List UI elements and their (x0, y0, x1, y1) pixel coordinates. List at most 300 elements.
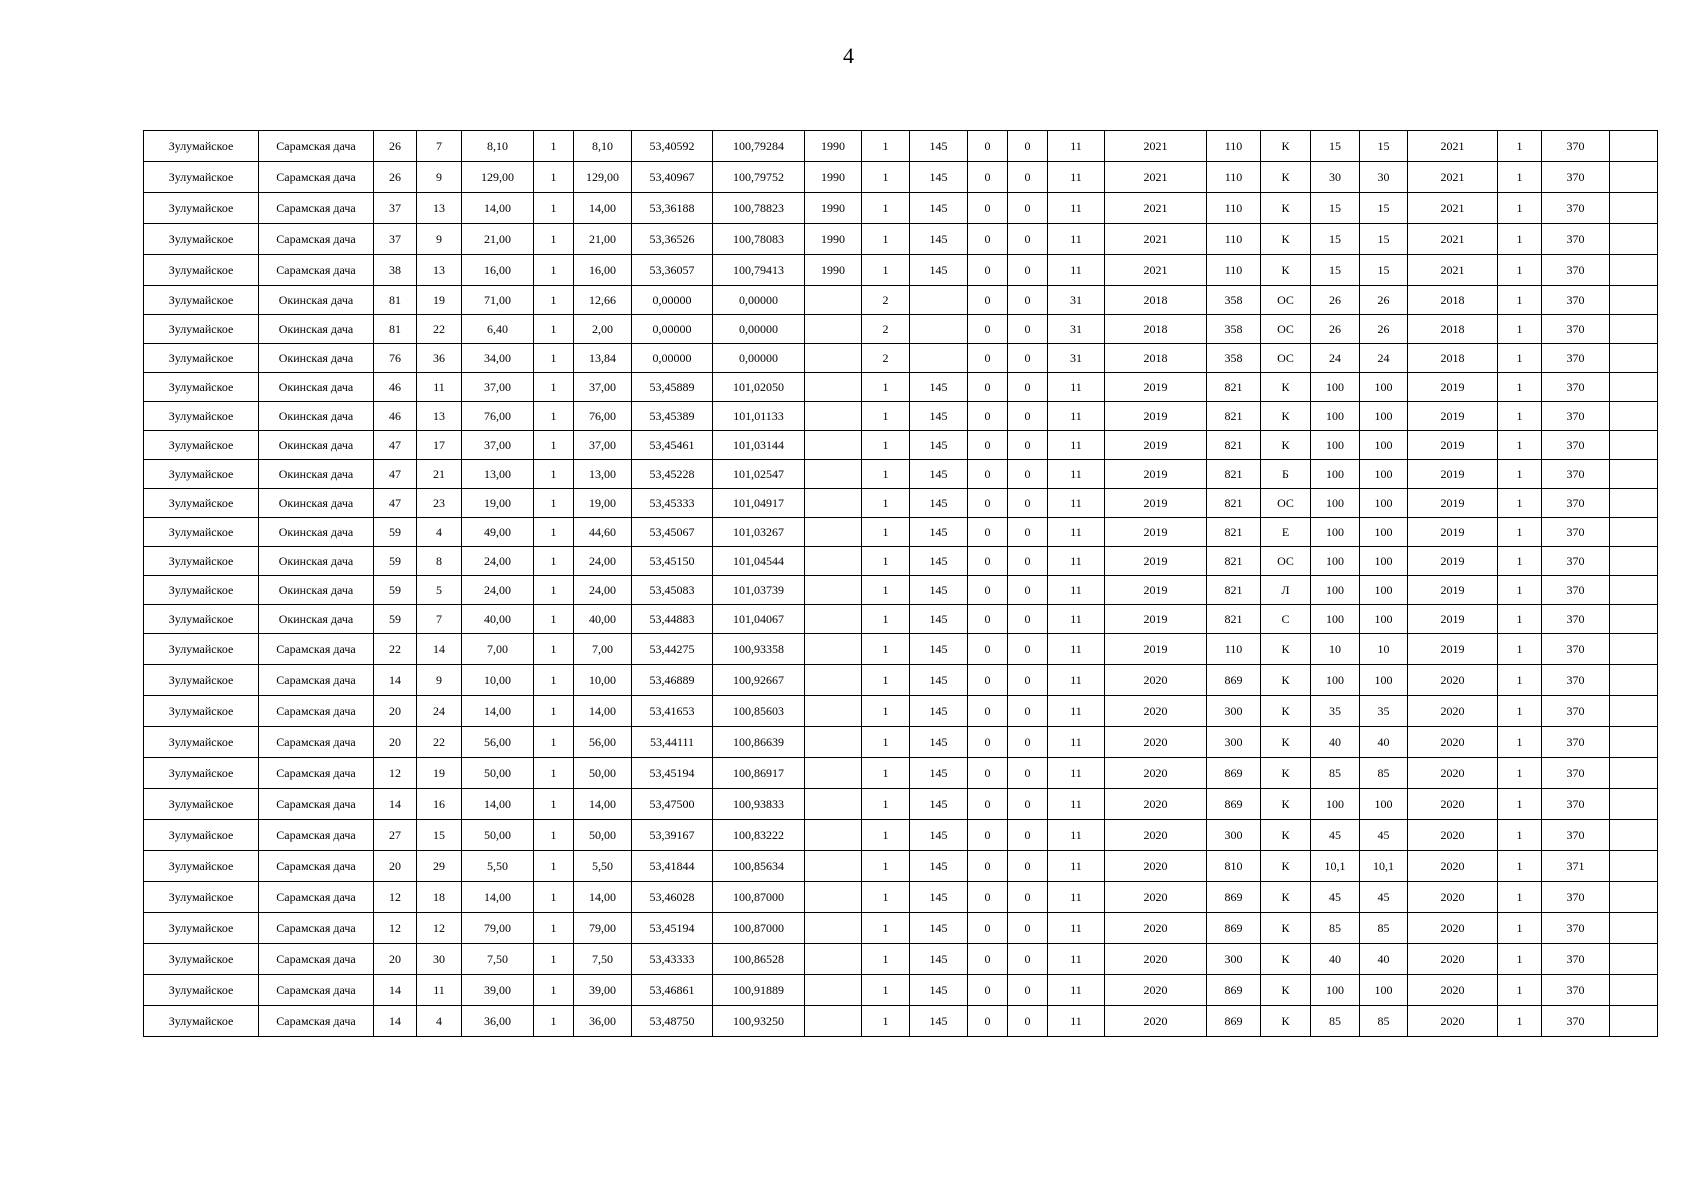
col-year (805, 1006, 862, 1037)
col-quarter: 38 (374, 255, 417, 286)
col-latitude: 53,40592 (632, 131, 713, 162)
col-count: 1 (534, 162, 574, 193)
col-zero-b: 0 (1008, 224, 1048, 255)
col-longitude: 100,78083 (713, 224, 805, 255)
col-year (805, 315, 862, 344)
col-zero-a: 0 (968, 489, 1008, 518)
col-number: 869 (1207, 975, 1261, 1006)
col-code: 145 (910, 460, 968, 489)
col-zero-a: 0 (968, 402, 1008, 431)
col-empty (1610, 162, 1658, 193)
col-empty (1610, 605, 1658, 634)
col-category: 11 (1048, 460, 1105, 489)
col-quarter: 81 (374, 286, 417, 315)
col-number: 358 (1207, 315, 1261, 344)
col-count: 1 (534, 402, 574, 431)
col-area: 39,00 (462, 975, 534, 1006)
col-year-2: 2021 (1105, 131, 1207, 162)
col-number: 810 (1207, 851, 1261, 882)
col-category: 11 (1048, 547, 1105, 576)
col-count: 1 (534, 518, 574, 547)
col-dacha: Окинская дача (259, 431, 374, 460)
col-area: 6,40 (462, 315, 534, 344)
col-zero-a: 0 (968, 315, 1008, 344)
col-district: Зулумайское (144, 373, 259, 402)
col-year-2: 2020 (1105, 975, 1207, 1006)
col-zero-b: 0 (1008, 162, 1048, 193)
col-type: 1 (862, 944, 910, 975)
col-year (805, 882, 862, 913)
table-row (144, 882, 1658, 913)
col-district: Зулумайское (144, 315, 259, 344)
col-flag: 1 (1498, 789, 1542, 820)
col-code: 145 (910, 193, 968, 224)
col-zero-a: 0 (968, 576, 1008, 605)
col-area: 129,00 (462, 162, 534, 193)
col-empty (1610, 665, 1658, 696)
col-value-b: 26 (1360, 286, 1408, 315)
col-type: 1 (862, 727, 910, 758)
col-type: 2 (862, 344, 910, 373)
col-value-b: 100 (1360, 576, 1408, 605)
col-number: 300 (1207, 727, 1261, 758)
col-value-a: 15 (1311, 131, 1360, 162)
col-code-2: 370 (1542, 1006, 1610, 1037)
col-species: К (1261, 944, 1311, 975)
col-category: 11 (1048, 882, 1105, 913)
col-dacha: Сарамская дача (259, 224, 374, 255)
col-type: 1 (862, 913, 910, 944)
col-quarter: 46 (374, 402, 417, 431)
col-latitude: 0,00000 (632, 315, 713, 344)
col-area-used: 19,00 (574, 489, 632, 518)
col-longitude: 100,83222 (713, 820, 805, 851)
col-zero-b: 0 (1008, 576, 1048, 605)
col-flag: 1 (1498, 851, 1542, 882)
table-row (144, 665, 1658, 696)
col-zero-a: 0 (968, 789, 1008, 820)
col-zero-a: 0 (968, 344, 1008, 373)
col-area-used: 8,10 (574, 131, 632, 162)
col-category: 11 (1048, 944, 1105, 975)
col-plot: 5 (417, 576, 462, 605)
col-year-3: 2020 (1408, 665, 1498, 696)
col-number: 821 (1207, 460, 1261, 489)
col-plot: 7 (417, 131, 462, 162)
col-year-3: 2019 (1408, 576, 1498, 605)
col-value-a: 26 (1311, 315, 1360, 344)
col-quarter: 22 (374, 634, 417, 665)
col-code: 145 (910, 944, 968, 975)
col-type: 1 (862, 851, 910, 882)
col-plot: 18 (417, 882, 462, 913)
col-category: 11 (1048, 193, 1105, 224)
col-year (805, 789, 862, 820)
col-value-a: 15 (1311, 224, 1360, 255)
col-number: 110 (1207, 193, 1261, 224)
col-year: 1990 (805, 131, 862, 162)
col-year (805, 518, 862, 547)
col-code-2: 370 (1542, 431, 1610, 460)
col-species: Б (1261, 460, 1311, 489)
col-year-2: 2019 (1105, 576, 1207, 605)
table-row (144, 820, 1658, 851)
col-code-2: 370 (1542, 224, 1610, 255)
col-plot: 4 (417, 1006, 462, 1037)
col-value-b: 100 (1360, 665, 1408, 696)
col-species: ОС (1261, 489, 1311, 518)
col-plot: 36 (417, 344, 462, 373)
col-dacha: Окинская дача (259, 489, 374, 518)
col-value-b: 26 (1360, 315, 1408, 344)
col-area-used: 36,00 (574, 1006, 632, 1037)
col-year-2: 2019 (1105, 402, 1207, 431)
col-year (805, 665, 862, 696)
col-latitude: 0,00000 (632, 344, 713, 373)
col-zero-a: 0 (968, 373, 1008, 402)
col-empty (1610, 975, 1658, 1006)
col-area-used: 12,66 (574, 286, 632, 315)
col-number: 110 (1207, 131, 1261, 162)
col-code: 145 (910, 518, 968, 547)
table-row (144, 344, 1658, 373)
col-quarter: 59 (374, 518, 417, 547)
col-area: 56,00 (462, 727, 534, 758)
col-plot: 7 (417, 605, 462, 634)
col-count: 1 (534, 913, 574, 944)
table-row (144, 224, 1658, 255)
table-row (144, 547, 1658, 576)
col-area: 37,00 (462, 373, 534, 402)
col-district: Зулумайское (144, 131, 259, 162)
col-flag: 1 (1498, 224, 1542, 255)
col-year-2: 2019 (1105, 634, 1207, 665)
col-year-3: 2020 (1408, 851, 1498, 882)
col-area-used: 13,84 (574, 344, 632, 373)
col-year-3: 2020 (1408, 1006, 1498, 1037)
col-longitude: 100,86528 (713, 944, 805, 975)
col-year-2: 2019 (1105, 460, 1207, 489)
col-count: 1 (534, 344, 574, 373)
col-value-b: 40 (1360, 727, 1408, 758)
col-area-used: 37,00 (574, 431, 632, 460)
table-row (144, 944, 1658, 975)
col-flag: 1 (1498, 286, 1542, 315)
col-latitude: 53,44111 (632, 727, 713, 758)
table-row (144, 1006, 1658, 1037)
col-code: 145 (910, 131, 968, 162)
col-value-a: 100 (1311, 605, 1360, 634)
col-zero-b: 0 (1008, 605, 1048, 634)
col-zero-b: 0 (1008, 913, 1048, 944)
col-area: 37,00 (462, 431, 534, 460)
col-quarter: 12 (374, 758, 417, 789)
col-code: 145 (910, 820, 968, 851)
col-code-2: 370 (1542, 727, 1610, 758)
col-latitude: 53,46028 (632, 882, 713, 913)
col-district: Зулумайское (144, 344, 259, 373)
col-dacha: Сарамская дача (259, 944, 374, 975)
col-value-b: 10,1 (1360, 851, 1408, 882)
col-flag: 1 (1498, 634, 1542, 665)
col-category: 31 (1048, 344, 1105, 373)
col-zero-b: 0 (1008, 489, 1048, 518)
col-longitude: 101,02547 (713, 460, 805, 489)
col-code: 145 (910, 224, 968, 255)
col-species: К (1261, 696, 1311, 727)
col-latitude: 53,45228 (632, 460, 713, 489)
col-year-3: 2018 (1408, 315, 1498, 344)
col-type: 1 (862, 224, 910, 255)
col-type: 1 (862, 820, 910, 851)
col-flag: 1 (1498, 665, 1542, 696)
col-code: 145 (910, 431, 968, 460)
col-category: 11 (1048, 162, 1105, 193)
col-plot: 16 (417, 789, 462, 820)
col-plot: 15 (417, 820, 462, 851)
col-district: Зулумайское (144, 944, 259, 975)
col-quarter: 20 (374, 851, 417, 882)
col-flag: 1 (1498, 162, 1542, 193)
col-flag: 1 (1498, 255, 1542, 286)
col-count: 1 (534, 882, 574, 913)
col-type: 1 (862, 882, 910, 913)
col-empty (1610, 255, 1658, 286)
col-longitude: 100,93833 (713, 789, 805, 820)
col-species: К (1261, 882, 1311, 913)
col-year-3: 2020 (1408, 975, 1498, 1006)
col-type: 1 (862, 162, 910, 193)
col-year-3: 2019 (1408, 489, 1498, 518)
col-value-b: 24 (1360, 344, 1408, 373)
table-row (144, 605, 1658, 634)
col-year-2: 2021 (1105, 255, 1207, 286)
col-count: 1 (534, 975, 574, 1006)
col-quarter: 37 (374, 224, 417, 255)
col-area: 34,00 (462, 344, 534, 373)
col-count: 1 (534, 944, 574, 975)
col-area-used: 14,00 (574, 696, 632, 727)
col-empty (1610, 576, 1658, 605)
col-zero-b: 0 (1008, 696, 1048, 727)
col-number: 821 (1207, 431, 1261, 460)
col-zero-a: 0 (968, 518, 1008, 547)
col-longitude: 100,79284 (713, 131, 805, 162)
col-value-b: 15 (1360, 224, 1408, 255)
col-empty (1610, 547, 1658, 576)
col-zero-a: 0 (968, 547, 1008, 576)
col-district: Зулумайское (144, 820, 259, 851)
col-year-2: 2019 (1105, 605, 1207, 634)
col-number: 821 (1207, 402, 1261, 431)
col-type: 2 (862, 315, 910, 344)
col-code: 145 (910, 789, 968, 820)
col-category: 11 (1048, 605, 1105, 634)
col-empty (1610, 944, 1658, 975)
col-value-b: 100 (1360, 402, 1408, 431)
col-latitude: 53,40967 (632, 162, 713, 193)
col-year-2: 2021 (1105, 224, 1207, 255)
col-flag: 1 (1498, 913, 1542, 944)
col-district: Зулумайское (144, 789, 259, 820)
table-row (144, 286, 1658, 315)
col-area-used: 24,00 (574, 547, 632, 576)
col-year-2: 2021 (1105, 162, 1207, 193)
col-area-used: 7,50 (574, 944, 632, 975)
col-year-3: 2020 (1408, 696, 1498, 727)
col-longitude: 100,87000 (713, 882, 805, 913)
col-latitude: 53,44275 (632, 634, 713, 665)
col-year-3: 2021 (1408, 193, 1498, 224)
col-code-2: 371 (1542, 851, 1610, 882)
col-longitude: 100,92667 (713, 665, 805, 696)
col-code-2: 370 (1542, 820, 1610, 851)
col-district: Зулумайское (144, 727, 259, 758)
table-row (144, 193, 1658, 224)
col-empty (1610, 913, 1658, 944)
col-area-used: 50,00 (574, 820, 632, 851)
col-year-2: 2020 (1105, 758, 1207, 789)
col-value-a: 10 (1311, 634, 1360, 665)
table-row (144, 431, 1658, 460)
col-district: Зулумайское (144, 224, 259, 255)
col-longitude: 100,86917 (713, 758, 805, 789)
col-number: 821 (1207, 489, 1261, 518)
col-value-a: 24 (1311, 344, 1360, 373)
table-row (144, 975, 1658, 1006)
col-value-b: 85 (1360, 1006, 1408, 1037)
col-quarter: 20 (374, 944, 417, 975)
col-longitude: 0,00000 (713, 344, 805, 373)
col-latitude: 53,36188 (632, 193, 713, 224)
col-value-b: 100 (1360, 605, 1408, 634)
col-number: 821 (1207, 605, 1261, 634)
col-code: 145 (910, 882, 968, 913)
col-flag: 1 (1498, 1006, 1542, 1037)
col-number: 110 (1207, 634, 1261, 665)
col-species: К (1261, 1006, 1311, 1037)
col-code-2: 370 (1542, 758, 1610, 789)
col-quarter: 76 (374, 344, 417, 373)
col-number: 869 (1207, 789, 1261, 820)
col-plot: 22 (417, 727, 462, 758)
col-value-a: 45 (1311, 882, 1360, 913)
col-value-a: 100 (1311, 489, 1360, 518)
col-number: 869 (1207, 882, 1261, 913)
col-number: 300 (1207, 944, 1261, 975)
col-species: К (1261, 727, 1311, 758)
col-zero-a: 0 (968, 944, 1008, 975)
col-plot: 22 (417, 315, 462, 344)
col-count: 1 (534, 727, 574, 758)
col-latitude: 53,45194 (632, 913, 713, 944)
col-year-2: 2019 (1105, 547, 1207, 576)
col-value-b: 45 (1360, 820, 1408, 851)
col-type: 1 (862, 431, 910, 460)
table-body (144, 131, 1658, 1037)
col-area: 40,00 (462, 605, 534, 634)
col-flag: 1 (1498, 975, 1542, 1006)
col-zero-a: 0 (968, 431, 1008, 460)
col-code-2: 370 (1542, 518, 1610, 547)
col-code-2: 370 (1542, 576, 1610, 605)
col-quarter: 14 (374, 665, 417, 696)
col-year (805, 489, 862, 518)
col-district: Зулумайское (144, 634, 259, 665)
table-row (144, 913, 1658, 944)
col-quarter: 47 (374, 431, 417, 460)
col-zero-b: 0 (1008, 344, 1048, 373)
col-code-2: 370 (1542, 489, 1610, 518)
col-area-used: 39,00 (574, 975, 632, 1006)
col-empty (1610, 315, 1658, 344)
col-year (805, 944, 862, 975)
col-zero-b: 0 (1008, 820, 1048, 851)
col-type: 1 (862, 696, 910, 727)
col-zero-b: 0 (1008, 727, 1048, 758)
col-category: 11 (1048, 131, 1105, 162)
page-number: 4 (843, 43, 854, 68)
col-year: 1990 (805, 193, 862, 224)
col-value-b: 45 (1360, 882, 1408, 913)
col-value-b: 100 (1360, 373, 1408, 402)
col-species: К (1261, 665, 1311, 696)
col-flag: 1 (1498, 727, 1542, 758)
col-plot: 13 (417, 402, 462, 431)
col-year-2: 2019 (1105, 518, 1207, 547)
col-year: 1990 (805, 255, 862, 286)
col-zero-a: 0 (968, 882, 1008, 913)
col-year-3: 2021 (1408, 162, 1498, 193)
col-district: Зулумайское (144, 255, 259, 286)
col-quarter: 26 (374, 162, 417, 193)
col-zero-b: 0 (1008, 518, 1048, 547)
col-code-2: 370 (1542, 193, 1610, 224)
col-year (805, 820, 862, 851)
col-code-2: 370 (1542, 944, 1610, 975)
col-plot: 9 (417, 665, 462, 696)
col-value-a: 100 (1311, 402, 1360, 431)
table-row (144, 162, 1658, 193)
col-type: 1 (862, 789, 910, 820)
col-zero-b: 0 (1008, 286, 1048, 315)
col-year (805, 286, 862, 315)
col-district: Зулумайское (144, 518, 259, 547)
col-number: 821 (1207, 518, 1261, 547)
col-year-2: 2020 (1105, 1006, 1207, 1037)
col-area-used: 76,00 (574, 402, 632, 431)
col-zero-b: 0 (1008, 431, 1048, 460)
col-latitude: 53,47500 (632, 789, 713, 820)
table-row (144, 789, 1658, 820)
col-dacha: Окинская дача (259, 286, 374, 315)
col-plot: 12 (417, 913, 462, 944)
col-area: 14,00 (462, 696, 534, 727)
col-year-3: 2020 (1408, 944, 1498, 975)
col-year-2: 2021 (1105, 193, 1207, 224)
col-dacha: Сарамская дача (259, 913, 374, 944)
col-year-3: 2021 (1408, 255, 1498, 286)
col-year-3: 2019 (1408, 402, 1498, 431)
col-value-a: 100 (1311, 518, 1360, 547)
col-type: 1 (862, 665, 910, 696)
col-dacha: Окинская дача (259, 402, 374, 431)
col-area: 16,00 (462, 255, 534, 286)
col-area: 14,00 (462, 193, 534, 224)
col-longitude: 100,78823 (713, 193, 805, 224)
col-area: 14,00 (462, 789, 534, 820)
col-plot: 13 (417, 193, 462, 224)
